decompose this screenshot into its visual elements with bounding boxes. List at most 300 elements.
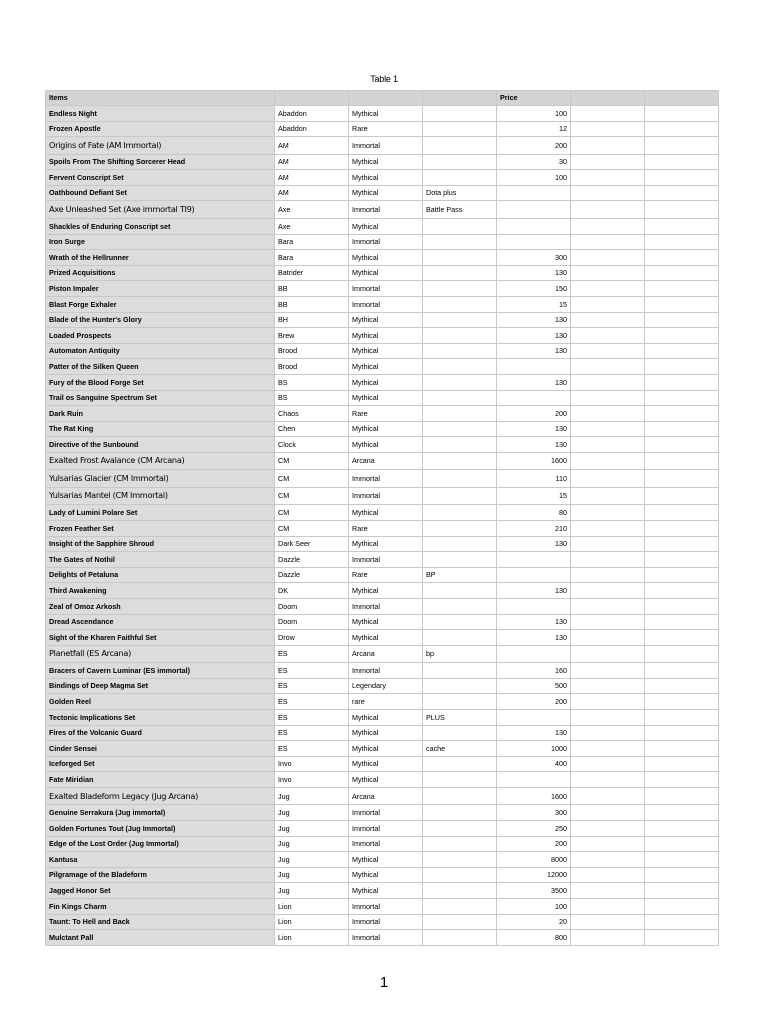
empty-cell: [645, 836, 719, 852]
note-cell: [423, 821, 497, 837]
note-cell: [423, 867, 497, 883]
empty-cell: [645, 250, 719, 266]
hero-cell: Abaddon: [275, 106, 349, 122]
hero-cell: Drow: [275, 630, 349, 646]
table-row: [46, 106, 719, 122]
price-cell: 200: [497, 137, 571, 155]
empty-cell: [571, 359, 645, 375]
empty-cell: [645, 106, 719, 122]
rarity-cell: Mythical: [349, 218, 423, 234]
note-cell: [423, 106, 497, 122]
empty-cell: [571, 470, 645, 488]
item-name-cell: Fin Kings Charm: [46, 899, 275, 915]
note-cell: [423, 756, 497, 772]
hero-cell: Chen: [275, 421, 349, 437]
rarity-cell: Immortal: [349, 137, 423, 155]
rarity-cell: Mythical: [349, 536, 423, 552]
table-row: [46, 805, 719, 821]
item-name-cell: Loaded Prospects: [46, 328, 275, 344]
hero-cell: CM: [275, 487, 349, 505]
rarity-cell: Mythical: [349, 185, 423, 201]
page-number: 1: [379, 974, 389, 991]
empty-cell: [645, 154, 719, 170]
empty-cell: [645, 121, 719, 137]
table-row: [46, 170, 719, 186]
empty-cell: [645, 328, 719, 344]
empty-cell: [645, 552, 719, 568]
item-name-cell: Third Awakening: [46, 583, 275, 599]
table-row: [46, 487, 719, 505]
price-cell: 130: [497, 583, 571, 599]
price-cell: 250: [497, 821, 571, 837]
empty-cell: [571, 328, 645, 344]
item-name-cell: Oathbound Defiant Set: [46, 185, 275, 201]
item-name-cell: Bracers of Cavern Luminar (ES immortal): [46, 663, 275, 679]
table-row: [46, 406, 719, 422]
items-table: [45, 90, 719, 946]
table-row: [46, 265, 719, 281]
hero-cell: Axe: [275, 218, 349, 234]
note-cell: [423, 406, 497, 422]
hero-cell: Doom: [275, 614, 349, 630]
table-row: [46, 374, 719, 390]
table-title: Table 1: [370, 74, 398, 84]
rarity-cell: Mythical: [349, 312, 423, 328]
price-cell: [497, 710, 571, 726]
table-row: [46, 852, 719, 868]
empty-cell: [571, 598, 645, 614]
table-row: [46, 505, 719, 521]
empty-cell: [571, 218, 645, 234]
item-name-cell: Sight of the Kharen Faithful Set: [46, 630, 275, 646]
rarity-cell: Immortal: [349, 234, 423, 250]
note-cell: [423, 805, 497, 821]
note-cell: [423, 328, 497, 344]
price-cell: 130: [497, 265, 571, 281]
table-row: [46, 185, 719, 201]
price-cell: [497, 598, 571, 614]
table-row: [46, 836, 719, 852]
empty-cell: [645, 899, 719, 915]
table-row: [46, 390, 719, 406]
empty-cell: [645, 137, 719, 155]
price-cell: 130: [497, 312, 571, 328]
hero-cell: BS: [275, 390, 349, 406]
table-row: [46, 663, 719, 679]
empty-cell: [571, 137, 645, 155]
hero-cell: Lion: [275, 914, 349, 930]
empty-cell: [571, 343, 645, 359]
empty-cell: [571, 710, 645, 726]
hero-cell: Bara: [275, 250, 349, 266]
price-cell: [497, 567, 571, 583]
note-cell: [423, 218, 497, 234]
item-name-cell: Patter of the Silken Queen: [46, 359, 275, 375]
empty-cell: [645, 470, 719, 488]
empty-cell: [645, 487, 719, 505]
rarity-cell: Mythical: [349, 154, 423, 170]
rarity-cell: Mythical: [349, 710, 423, 726]
item-name-cell: Fires of the Volcanic Guard: [46, 725, 275, 741]
table-row: [46, 234, 719, 250]
rarity-cell: Mythical: [349, 883, 423, 899]
empty-cell: [645, 374, 719, 390]
empty-cell: [571, 406, 645, 422]
empty-cell: [571, 614, 645, 630]
empty-cell: [571, 312, 645, 328]
price-cell: 130: [497, 343, 571, 359]
table-row: [46, 883, 719, 899]
empty-cell: [571, 645, 645, 663]
note-cell: [423, 694, 497, 710]
empty-cell: [645, 663, 719, 679]
rarity-cell: Mythical: [349, 614, 423, 630]
table-row: [46, 756, 719, 772]
empty-cell: [571, 867, 645, 883]
hero-cell: Invo: [275, 772, 349, 788]
rarity-cell: Rare: [349, 567, 423, 583]
note-cell: [423, 137, 497, 155]
empty-cell: [571, 185, 645, 201]
rarity-cell: Immortal: [349, 899, 423, 915]
item-name-cell: Genuine Serrakura (Jug immortal): [46, 805, 275, 821]
empty-cell: [571, 899, 645, 915]
hero-cell: Brood: [275, 359, 349, 375]
table-row: [46, 520, 719, 536]
rarity-cell: Mythical: [349, 756, 423, 772]
rarity-cell: Mythical: [349, 852, 423, 868]
note-cell: [423, 883, 497, 899]
rarity-cell: Mythical: [349, 630, 423, 646]
table-row: [46, 725, 719, 741]
price-cell: 100: [497, 899, 571, 915]
note-cell: [423, 678, 497, 694]
hero-cell: Jug: [275, 852, 349, 868]
empty-cell: [645, 390, 719, 406]
note-cell: [423, 852, 497, 868]
empty-cell: [645, 185, 719, 201]
empty-cell: [571, 741, 645, 757]
item-name-cell: Bindings of Deep Magma Set: [46, 678, 275, 694]
empty-cell: [571, 930, 645, 946]
hero-cell: Brew: [275, 328, 349, 344]
item-name-cell: Dark Ruin: [46, 406, 275, 422]
price-cell: 100: [497, 106, 571, 122]
column-header: [349, 91, 423, 106]
price-cell: [497, 185, 571, 201]
item-name-cell: Piston Impaler: [46, 281, 275, 297]
rarity-cell: Immortal: [349, 805, 423, 821]
item-name-cell: The Rat King: [46, 421, 275, 437]
empty-cell: [645, 645, 719, 663]
item-name-cell: Insight of the Sapphire Shroud: [46, 536, 275, 552]
note-cell: Dota plus: [423, 185, 497, 201]
note-cell: [423, 725, 497, 741]
rarity-cell: Immortal: [349, 821, 423, 837]
table-row: [46, 281, 719, 297]
price-cell: 200: [497, 694, 571, 710]
price-cell: 300: [497, 250, 571, 266]
note-cell: [423, 234, 497, 250]
note-cell: [423, 487, 497, 505]
hero-cell: ES: [275, 663, 349, 679]
hero-cell: ES: [275, 694, 349, 710]
item-name-cell: Wrath of the Hellrunner: [46, 250, 275, 266]
empty-cell: [645, 772, 719, 788]
empty-cell: [645, 756, 719, 772]
rarity-cell: Mythical: [349, 867, 423, 883]
note-cell: bp: [423, 645, 497, 663]
hero-cell: AM: [275, 170, 349, 186]
rarity-cell: Mythical: [349, 583, 423, 599]
empty-cell: [645, 852, 719, 868]
item-name-cell: Edge of the Lost Order (Jug Immortal): [46, 836, 275, 852]
table-row: [46, 421, 719, 437]
table-row: [46, 821, 719, 837]
empty-cell: [571, 154, 645, 170]
item-name-cell: Jagged Honor Set: [46, 883, 275, 899]
hero-cell: ES: [275, 710, 349, 726]
rarity-cell: Mythical: [349, 265, 423, 281]
empty-cell: [571, 520, 645, 536]
empty-cell: [645, 883, 719, 899]
price-cell: [497, 645, 571, 663]
rarity-cell: Mythical: [349, 170, 423, 186]
empty-cell: [571, 630, 645, 646]
hero-cell: CM: [275, 520, 349, 536]
price-cell: 12: [497, 121, 571, 137]
empty-cell: [645, 678, 719, 694]
hero-cell: Dazzle: [275, 552, 349, 568]
price-cell: 15: [497, 487, 571, 505]
empty-cell: [571, 421, 645, 437]
rarity-cell: Immortal: [349, 487, 423, 505]
item-name-cell: Dread Ascendance: [46, 614, 275, 630]
empty-cell: [645, 201, 719, 219]
hero-cell: AM: [275, 185, 349, 201]
rarity-cell: Mythical: [349, 328, 423, 344]
empty-cell: [571, 437, 645, 453]
rarity-cell: Mythical: [349, 390, 423, 406]
price-cell: 210: [497, 520, 571, 536]
empty-cell: [645, 930, 719, 946]
note-cell: [423, 914, 497, 930]
note-cell: [423, 170, 497, 186]
item-name-cell: Origins of Fate (AM Immortal): [46, 137, 275, 155]
empty-cell: [645, 265, 719, 281]
rarity-cell: Mythical: [349, 741, 423, 757]
column-header: Price: [497, 91, 571, 106]
item-name-cell: Exalted Frost Avalance (CM Arcana): [46, 452, 275, 470]
price-cell: 400: [497, 756, 571, 772]
rarity-cell: Immortal: [349, 470, 423, 488]
empty-cell: [645, 583, 719, 599]
table-row: [46, 678, 719, 694]
empty-cell: [571, 583, 645, 599]
empty-cell: [571, 678, 645, 694]
rarity-cell: Immortal: [349, 552, 423, 568]
note-cell: [423, 630, 497, 646]
table-row: [46, 914, 719, 930]
note-cell: Battle Pass: [423, 201, 497, 219]
column-header: [275, 91, 349, 106]
rarity-cell: Mythical: [349, 250, 423, 266]
empty-cell: [645, 787, 719, 805]
price-cell: 8000: [497, 852, 571, 868]
table-row: [46, 930, 719, 946]
table-row: [46, 470, 719, 488]
note-cell: [423, 470, 497, 488]
price-cell: 160: [497, 663, 571, 679]
item-name-cell: Spoils From The Shifting Sorcerer Head: [46, 154, 275, 170]
item-name-cell: Mulctant Pall: [46, 930, 275, 946]
price-cell: 130: [497, 374, 571, 390]
price-cell: 100: [497, 170, 571, 186]
empty-cell: [571, 170, 645, 186]
hero-cell: Dazzle: [275, 567, 349, 583]
empty-cell: [645, 614, 719, 630]
note-cell: [423, 121, 497, 137]
price-cell: 15: [497, 296, 571, 312]
item-name-cell: Frozen Feather Set: [46, 520, 275, 536]
table-row: [46, 452, 719, 470]
empty-cell: [645, 725, 719, 741]
note-cell: [423, 250, 497, 266]
hero-cell: CM: [275, 452, 349, 470]
table-row: [46, 218, 719, 234]
empty-cell: [571, 536, 645, 552]
item-name-cell: Prized Acquisitions: [46, 265, 275, 281]
hero-cell: ES: [275, 725, 349, 741]
price-cell: 150: [497, 281, 571, 297]
table-row: [46, 694, 719, 710]
empty-cell: [571, 281, 645, 297]
hero-cell: Abaddon: [275, 121, 349, 137]
item-name-cell: Exalted Bladeform Legacy (Jug Arcana): [46, 787, 275, 805]
empty-cell: [571, 390, 645, 406]
table-row: [46, 772, 719, 788]
table-row: [46, 121, 719, 137]
rarity-cell: Immortal: [349, 296, 423, 312]
table-row: [46, 630, 719, 646]
price-cell: [497, 234, 571, 250]
note-cell: [423, 583, 497, 599]
item-name-cell: Blade of the Hunter's Glory: [46, 312, 275, 328]
rarity-cell: Immortal: [349, 598, 423, 614]
table-row: [46, 328, 719, 344]
hero-cell: ES: [275, 678, 349, 694]
item-name-cell: Golden Reel: [46, 694, 275, 710]
empty-cell: [571, 374, 645, 390]
rarity-cell: Legendary: [349, 678, 423, 694]
rarity-cell: Rare: [349, 121, 423, 137]
hero-cell: Lion: [275, 930, 349, 946]
item-name-cell: Kantusa: [46, 852, 275, 868]
item-name-cell: Delights of Petaluna: [46, 567, 275, 583]
rarity-cell: Arcana: [349, 645, 423, 663]
empty-cell: [645, 234, 719, 250]
rarity-cell: Mythical: [349, 437, 423, 453]
table-row: [46, 645, 719, 663]
item-name-cell: Taunt: To Hell and Back: [46, 914, 275, 930]
hero-cell: Jug: [275, 821, 349, 837]
table-row: [46, 343, 719, 359]
empty-cell: [645, 421, 719, 437]
item-name-cell: Yulsarias Mantel (CM Immortal): [46, 487, 275, 505]
item-name-cell: Trail os Sanguine Spectrum Set: [46, 390, 275, 406]
price-cell: [497, 201, 571, 219]
rarity-cell: Mythical: [349, 106, 423, 122]
rarity-cell: Mythical: [349, 421, 423, 437]
note-cell: [423, 421, 497, 437]
table-row: [46, 137, 719, 155]
hero-cell: Jug: [275, 805, 349, 821]
item-name-cell: Tectonic Implications Set: [46, 710, 275, 726]
empty-cell: [645, 505, 719, 521]
rarity-cell: Mythical: [349, 374, 423, 390]
column-header: [645, 91, 719, 106]
empty-cell: [645, 359, 719, 375]
item-name-cell: Pilgramage of the Bladeform: [46, 867, 275, 883]
hero-cell: BB: [275, 281, 349, 297]
hero-cell: AM: [275, 154, 349, 170]
rarity-cell: Mythical: [349, 772, 423, 788]
note-cell: [423, 787, 497, 805]
price-cell: 110: [497, 470, 571, 488]
hero-cell: Dark Seer: [275, 536, 349, 552]
hero-cell: Jug: [275, 836, 349, 852]
table-row: [46, 201, 719, 219]
note-cell: [423, 452, 497, 470]
note-cell: PLUS: [423, 710, 497, 726]
table-row: [46, 312, 719, 328]
note-cell: [423, 281, 497, 297]
note-cell: [423, 663, 497, 679]
table-row: [46, 437, 719, 453]
price-cell: [497, 218, 571, 234]
table-row: [46, 567, 719, 583]
empty-cell: [645, 312, 719, 328]
note-cell: [423, 343, 497, 359]
price-cell: 30: [497, 154, 571, 170]
empty-cell: [571, 121, 645, 137]
table-row: [46, 899, 719, 915]
hero-cell: CM: [275, 505, 349, 521]
price-cell: 1600: [497, 787, 571, 805]
note-cell: [423, 505, 497, 521]
item-name-cell: Fervent Conscript Set: [46, 170, 275, 186]
price-cell: [497, 390, 571, 406]
empty-cell: [645, 630, 719, 646]
note-cell: [423, 899, 497, 915]
empty-cell: [645, 536, 719, 552]
hero-cell: Doom: [275, 598, 349, 614]
empty-cell: [645, 598, 719, 614]
note-cell: [423, 598, 497, 614]
item-name-cell: Shackles of Enduring Conscript set: [46, 218, 275, 234]
empty-cell: [645, 218, 719, 234]
empty-cell: [645, 281, 719, 297]
item-name-cell: Zeal of Omoz Arkosh: [46, 598, 275, 614]
price-cell: 1600: [497, 452, 571, 470]
item-name-cell: The Gates of Nothil: [46, 552, 275, 568]
empty-cell: [645, 567, 719, 583]
item-name-cell: Fury of the Blood Forge Set: [46, 374, 275, 390]
table-row: [46, 867, 719, 883]
rarity-cell: Rare: [349, 520, 423, 536]
empty-cell: [571, 725, 645, 741]
empty-cell: [645, 741, 719, 757]
